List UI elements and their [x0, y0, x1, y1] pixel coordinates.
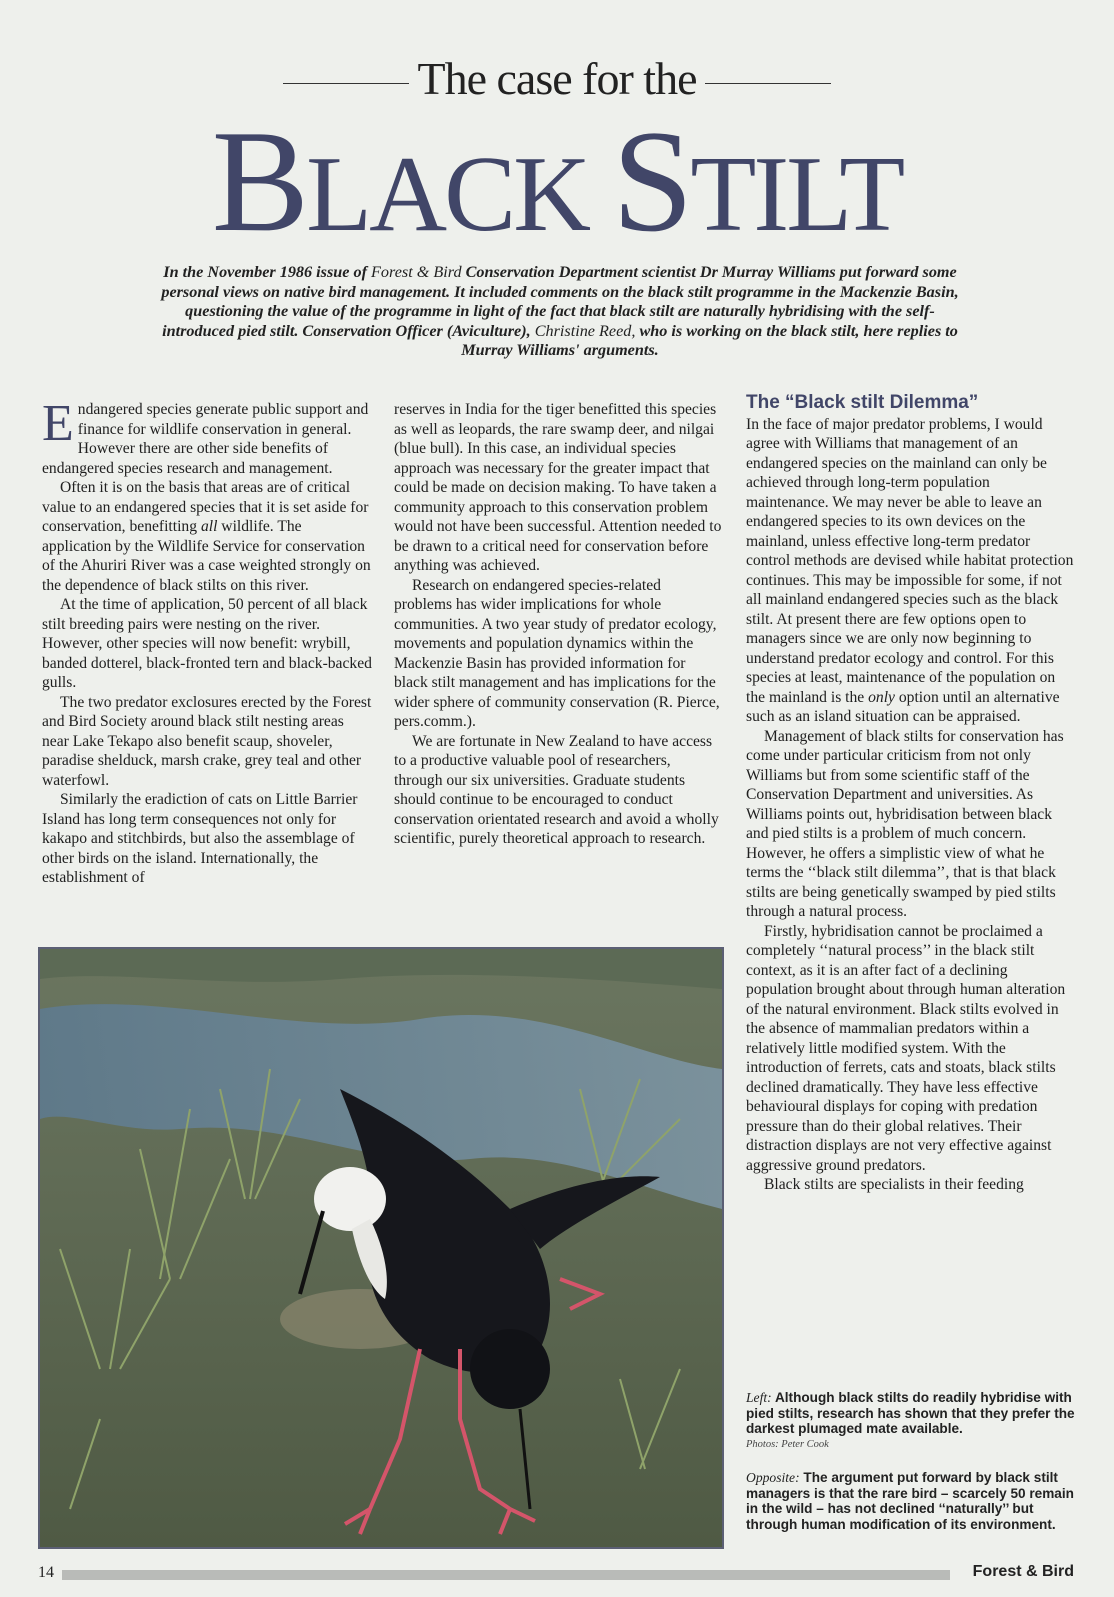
col1-para-5: Similarly the eradiction of cats on Little Barrier Island has long term consequences not only for kakapo and stitchbirds, but also the assemblage of other birds on the island. Internationally, the establishment of	[42, 791, 358, 886]
col1-para-2	[42, 478, 372, 595]
col3-para-3: Firstly, hybridisation cannot be proclaimed a completely ‘‘natural process’’ in the black stilt context, as it is an after fact of a declining population brought about through human alteration of the natural environment. Black stilts evolved in the absence of mammalian predators within a relatively little modified system. With the introduction of ferrets, cats and stoats, black stilts declined dramatically. They have less effective behavioural displays for coping with predation pressure than do their global relatives. Their distraction displays are not very effective against aggressive ground predators.	[746, 922, 1066, 1174]
column-1	[42, 395, 372, 888]
column-3	[746, 393, 1076, 1195]
page-title	[0, 98, 1114, 266]
col3-para-1	[746, 415, 1076, 727]
title-part-1: LACK	[306, 135, 613, 254]
col1-para-4: The two predator exclosures erected by the Forest and Bird Society around black stilt nesting areas near Lake Tekapo also benefit scaup, shoveler, paradise shelduck, marsh crake, grey teal and other waterfowl.	[42, 693, 372, 789]
kicker-rule-right	[705, 83, 831, 84]
caption-opposite-text: The argument put forward by black stilt managers is that the rare bird – scarcely 50 remain in the wild – has not declined ‘‘naturally’’ but through human modification of its environment.	[746, 1470, 1074, 1532]
drop-cap: E	[42, 395, 74, 452]
col3-text-1a: In the face of major predator problems, I would agree with Williams that management of an endangered species on the mainland can only be achieved through long-term population maintenance. We may never be able to leave an endangered species to its own devices on the mainland, unless effective long-term predator control methods are devised while habitat protection continues. This may be impossible for some, if not all mainland endangered species such as the black stilt. At present there are few options open to managers since we are only now beginning to understand predator ecology and control. For this species at least, maintenance of the population on the mainland is the	[746, 415, 1074, 706]
col2-para-2: Research on endangered species-related problems has wider implications for whole communities. A two year study of predator ecology, movements and population dynamics within the Mackenzie Basin has provided information for black stilt management and has implications for the wider sphere of community conservation (R. Pierce, pers.comm.).	[394, 576, 720, 730]
photo-credit: Photos: Peter Cook	[746, 1438, 829, 1450]
caption-left	[746, 1390, 1076, 1452]
page-number: 14	[38, 1564, 54, 1581]
col1-text-1: ndangered species generate public support and finance for wildlife conservation in general. However there are other side benefits of endangered species research and management.	[42, 401, 369, 477]
col1-text-2a: Often it is on the basis that areas are of critical value to an endangered species that it is set aside for conservation, benefitting	[42, 479, 369, 535]
intro-part-3: who is working on the black stilt, here replies to Murray Williams' arguments.	[461, 321, 958, 360]
kicker-text: The case for the	[417, 53, 697, 104]
section-heading: The “Black stilt Dilemma”	[746, 392, 979, 413]
black-stilt-photo	[38, 947, 724, 1549]
col1-para-1	[42, 395, 372, 478]
col3-em: only	[868, 688, 895, 706]
col2-para-1: reserves in India for the tiger benefitted this species as well as leopards, the rare swamp deer, and nilgai (blue bull). In this case, an individual species approach was necessary for the greater impact that could be made on decision making. To have taken a community approach to this conservation problem would not have been successful. Attention needed to be drawn to a critical need for conservation before anything was achieved.	[394, 401, 722, 574]
magazine-brand: Forest & Bird	[972, 1563, 1074, 1580]
intro-standfirst	[150, 263, 970, 361]
title-cap-s: S	[612, 100, 691, 262]
intro-publication: Forest & Bird	[371, 263, 462, 281]
col3-para-2: Management of black stilts for conservation has come under particular criticism from not only Williams but from some scientific staff of the Conservation Department and universities. As Williams points out, hybridisation between black and pied stilts is a problem of much concern. However, he offers a simplistic view of what he terms the ‘‘black stilt dilemma’’, that is that black stilts are being genetically swamped by pied stilts through a natural process.	[746, 727, 1064, 920]
title-part-2: TILT	[690, 135, 903, 254]
intro-part-2: Conservation Department scientist Dr Murray Williams put forward some personal views on native bird management. It included comments on the black stilt programme in the Mackenzie Basin, questioning the value of the programme in light of the fact that black stilt are naturally hybridising with the self-introduced pied stilt. Conservation Officer (Aviculture),	[161, 263, 959, 340]
caption-opposite-lead: Opposite:	[746, 1470, 800, 1485]
intro-author: Christine Reed,	[534, 321, 636, 340]
caption-left-text: Although black stilts do readily hybridise with pied stilts, research has shown that they prefer the darkest plumaged mate available.	[746, 1390, 1075, 1437]
kicker-rule-left	[283, 83, 409, 84]
title-cap-b: B	[211, 100, 307, 262]
col1-text-2b: wildlife. The application by the Wildlife Service for conservation of the Ahuriri River was a case weighted strongly on the dependence of black stilts on this river.	[42, 518, 371, 594]
intro-part-1: In the November 1986 issue of	[163, 263, 372, 281]
col3-text-1b: option until an alternative such as an island situation can be appraised.	[746, 688, 1060, 725]
col1-em: all	[200, 518, 218, 535]
caption-opposite	[746, 1470, 1076, 1532]
photo-illustration	[40, 949, 722, 1547]
col3-para-4: Black stilts are specialists in their feeding	[764, 1176, 1024, 1193]
col1-para-3: At the time of application, 50 percent of all black stilt breeding pairs were nesting on the river. However, other species will now benefit: wrybill, banded dotterel, black-fronted tern and black-backed gulls.	[42, 596, 372, 691]
footer-bar	[62, 1570, 950, 1580]
caption-left-lead: Left:	[746, 1390, 772, 1405]
page-footer	[38, 1564, 1074, 1586]
column-2	[394, 400, 722, 849]
col2-para-3: We are fortunate in New Zealand to have access to a productive valuable pool of researchers, through our six universities. Graduate students should continue to be encouraged to conduct conservation orientated research and avoid a wholly scientific, purely theoretical approach to research.	[394, 732, 719, 847]
